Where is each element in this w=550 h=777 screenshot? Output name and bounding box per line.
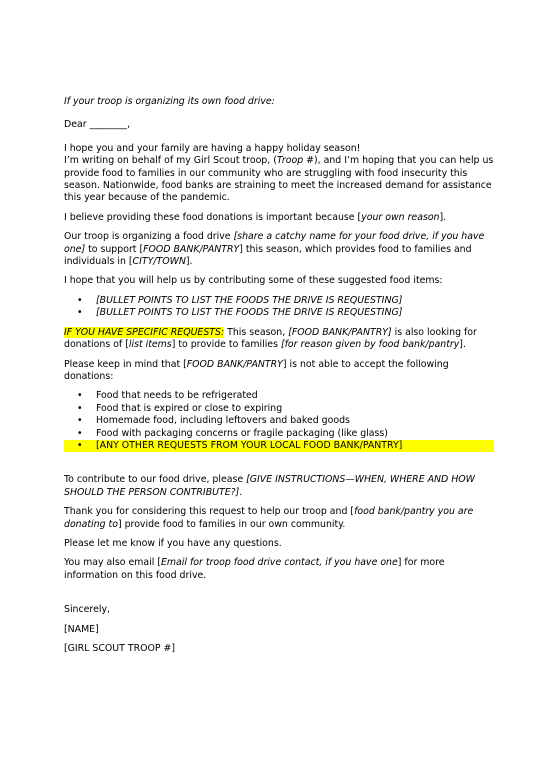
list-item: • Food that needs to be refrigerated (77, 390, 258, 402)
letter-body (64, 96, 494, 662)
questions-paragraph: Please let me know if you have any questions. (64, 537, 282, 549)
signature-name: [NAME] (64, 623, 99, 635)
list-item: • [BULLET POINTS TO LIST THE FOODS THE DRIVE IS REQUESTING] (77, 294, 403, 306)
specific-requests-paragraph: IF YOU HAVE SPECIFIC REQUESTS: This season, [FOOD BANK/PANTRY] is also looking for donations of [list items] to provide to families [for reason given by food bank/pantry]. (64, 326, 477, 351)
closing: Sincerely, (64, 604, 110, 616)
intro-paragraph: I’m writing on behalf of my Girl Scout troop, (Troop #), and I’m hoping that you can help us provide food to families in our community who are struggling with food insecurity this season. Nationwide, food banks are straining to meet the increased demand for assistance this year because of the pandemic. (64, 155, 494, 204)
thanks-paragraph: Thank you for considering this request to help our troop and [food bank/pantry you are donating to] provide food to families in our own community. (64, 506, 474, 530)
not-accepted-list (64, 390, 494, 452)
highlighted-text: IF YOU HAVE SPECIFIC REQUESTS: (64, 326, 225, 338)
signature-troop: [GIRL SCOUT TROOP #] (64, 643, 175, 654)
list-item: • Food with packaging concerns or fragile packaging (like glass) (77, 427, 388, 439)
request-paragraph: I hope that you will help us by contributing some of these suggested food items: (64, 275, 443, 287)
food-drive-paragraph: Our troop is organizing a food drive [share a catchy name for your food drive, if you have one] to support [FOOD BANK/PANTRY] this season, which provides food to families and individuals in [CITY/TOWN]. (64, 231, 485, 268)
restrictions-paragraph: Please keep in mind that [FOOD BANK/PANTRY] is not able to accept the following donations: (64, 358, 449, 382)
contribute-paragraph: To contribute to our food drive, please [GIVE INSTRUCTIONS—WHEN, WHERE AND HOW SHOULD THE PERSON CONTRIBUTE?]. (64, 474, 475, 498)
list-item-highlighted: • [ANY OTHER REQUESTS FROM YOUR LOCAL FOOD BANK/PANTRY] (64, 440, 494, 452)
section-heading: If your troop is organizing its own food drive: (64, 96, 275, 107)
list-item: • Food that is expired or close to expiring (77, 402, 283, 414)
reason-paragraph: I believe providing these food donations is important because [your own reason]. (64, 211, 447, 223)
email-paragraph: You may also email [Email for troop food drive contact, if you have one] for more information on this food drive. (64, 557, 445, 581)
requested-foods-list (64, 295, 494, 320)
greeting-paragraph: I hope you and your family are having a happy holiday season! (64, 142, 361, 154)
list-item: • [BULLET POINTS TO LIST THE FOODS THE DRIVE IS REQUESTING] (77, 307, 403, 319)
list-item: • Homemade food, including leftovers and baked goods (77, 415, 350, 427)
salutation: Dear ________, (64, 119, 131, 131)
